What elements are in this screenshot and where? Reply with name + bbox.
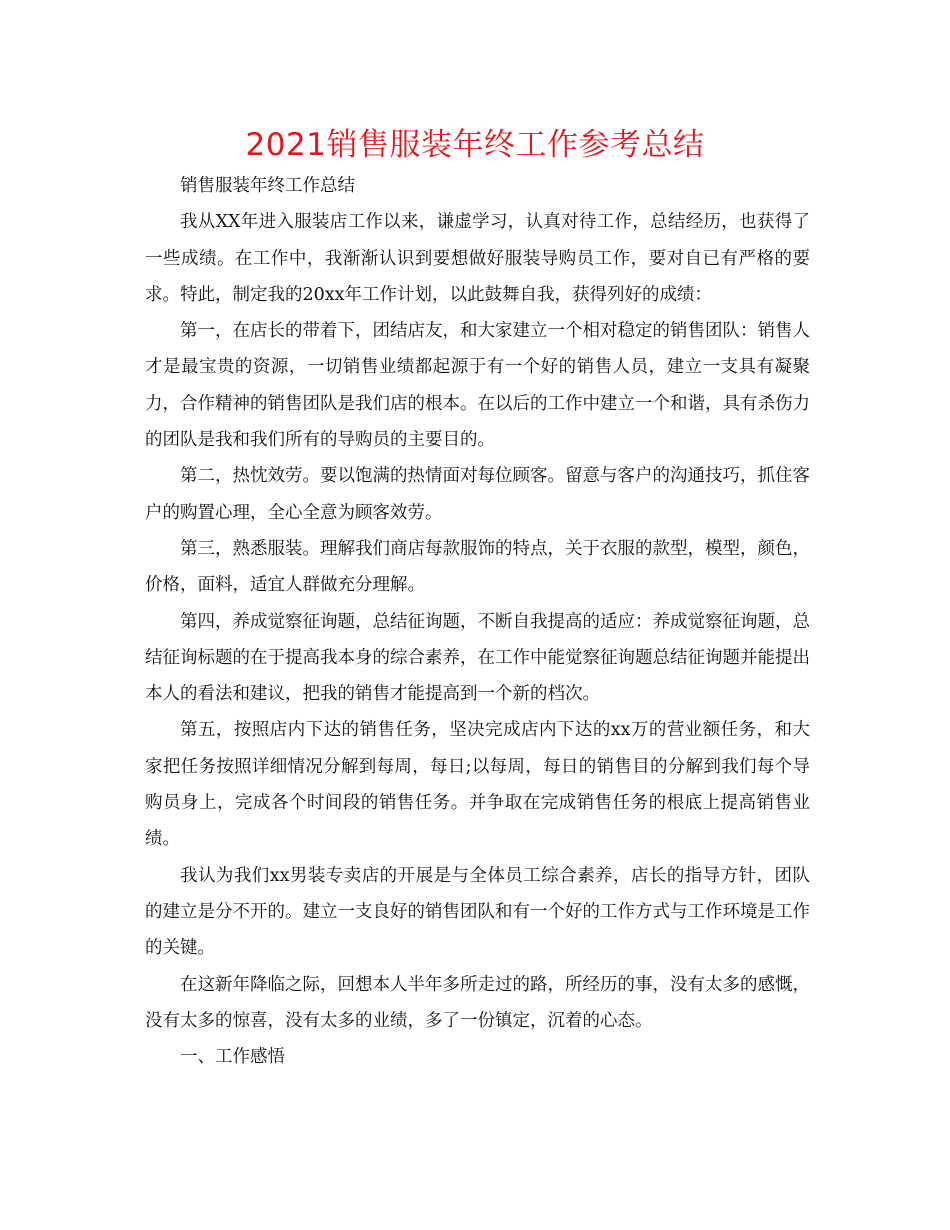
document-body: [145, 168, 810, 1075]
team-paragraph: 我认为我们xx男装专卖店的开展是与全体员工综合素养，店长的指导方针，团队的建立是分不开的。建立一支良好的销售团队和有一个好的工作方式与工作环境是工作的关键。: [145, 865, 810, 959]
subtitle-paragraph: 销售服装年终工作总结: [180, 176, 355, 196]
reflection-paragraph: 在这新年降临之际，回想本人半年多所走过的路，所经历的事，没有太多的感慨，没有太多的惊喜，没有太多的业绩，多了一份镇定，沉着的心态。: [145, 974, 810, 1031]
document-title: 2021销售服装年终工作参考总结: [245, 127, 705, 163]
point-four-paragraph: 第四，养成觉察征询题，总结征询题，不断自我提高的适应：养成觉察征询题，总结征询标题的在于提高我本身的综合素养，在工作中能觉察征询题总结征询题并能提出本人的看法和建议，把我的销售才能提高到一个新的档次。: [145, 611, 810, 705]
point-five-paragraph: 第五，按照店内下达的销售任务，坚决完成店内下达的xx万的营业额任务，和大家把任务按照详细情况分解到每周，每日;以每周，每日的销售目的分解到我们每个导购员身上，完成各个时间段的销售任务。并争取在完成销售任务的根底上提高销售业绩。: [145, 720, 810, 850]
point-three-paragraph: 第三，熟悉服装。理解我们商店每款服饰的特点，关于衣服的款型，模型，颜色，价格，面料，适宜人群做充分理解。: [145, 538, 810, 596]
point-one-paragraph: 第一，在店长的带着下，团结店友，和大家建立一个相对稳定的销售团队：销售人才是最宝贵的资源，一切销售业绩都起源于有一个好的销售人员，建立一支具有凝聚力，合作精神的销售团队是我们店的根本。在以后的工作中建立一个和谐，具有杀伤力的团队是我和我们所有的导购员的主要目的。: [145, 321, 810, 451]
intro-paragraph: 我从XX年进入服装店工作以来，谦虚学习，认真对待工作，总结经历，也获得了一些成绩。在工作中，我渐渐认识到要想做好服装导购员工作，要对自已有严格的要求。特此，制定我的20xx年工作计划，以此鼓舞自我，获得列好的成绩：: [145, 212, 810, 305]
point-two-paragraph: 第二，热忱效劳。要以饱满的热情面对每位顾客。留意与客户的沟通技巧，抓住客户的购置心理，全心全意为顾客效劳。: [145, 466, 810, 523]
section-heading: 一、工作感悟: [180, 1047, 285, 1068]
